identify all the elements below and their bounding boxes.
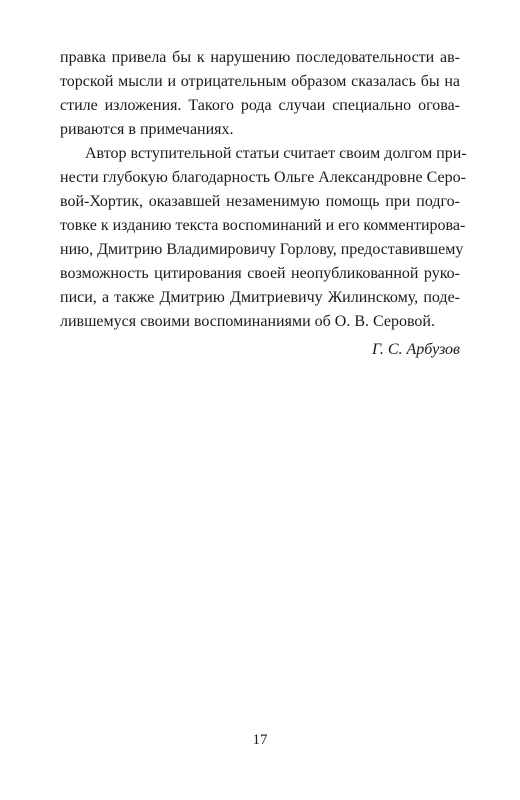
text-line: нести глубокую благодарность Ольге Александровне Серо-: [60, 169, 466, 186]
text-line: правка привела бы к нарушению последовательности ав-: [60, 49, 460, 66]
text-line: писи, а также Дмитрию Дмитриевичу Жилинскому, поде-: [60, 289, 460, 306]
text-line: товке к изданию текста воспоминаний и его комментирова-: [60, 217, 466, 234]
page-number: 17: [252, 732, 268, 748]
author-signature: Г. С. Арбузов: [371, 341, 460, 358]
text-line: вой-Хортик, оказавшей незаменимую помощь при подго-: [60, 193, 460, 210]
text-line: возможность цитирования своей неопубликованной руко-: [60, 265, 460, 282]
text-line: нию, Дмитрию Владимировичу Горлову, предоставившему: [60, 241, 464, 258]
text-line: Автор вступительной статьи считает своим долгом при-: [85, 145, 467, 162]
text-line: торской мысли и отрицательным образом сказалась бы на: [60, 73, 460, 90]
text-line: лившемуся своими воспоминаниями об О. В. Серовой.: [60, 313, 435, 330]
text-line: риваются в примечаниях.: [60, 121, 234, 138]
text-line: стиле изложения. Такого рода случаи специально огова-: [60, 97, 460, 114]
